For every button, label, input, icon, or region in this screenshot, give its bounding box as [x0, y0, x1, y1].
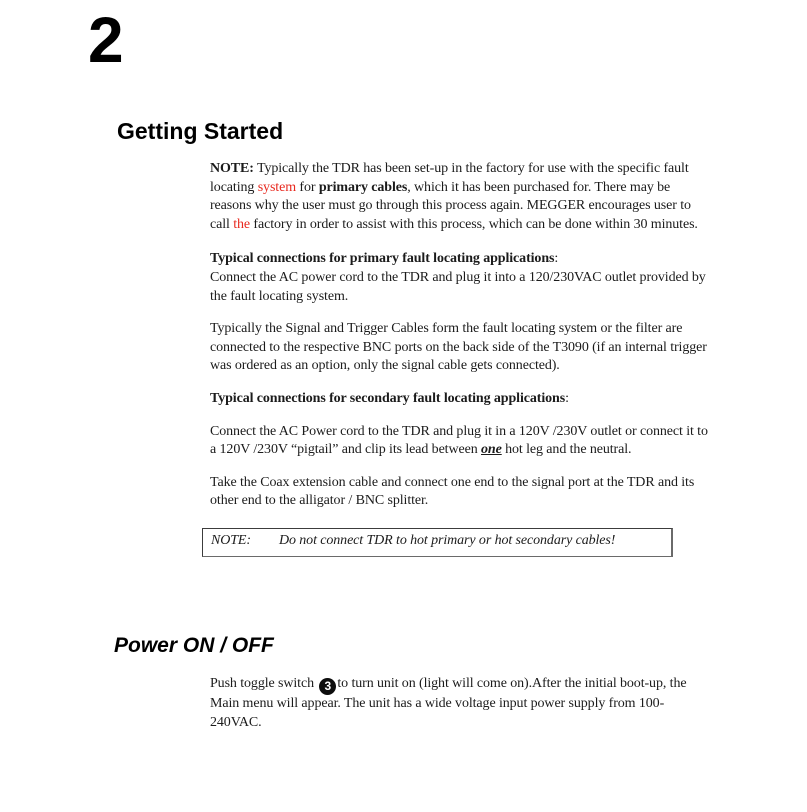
secondary-connections-heading	[210, 390, 712, 409]
secondary-paragraph-1	[210, 423, 712, 460]
note-box-text: Do not connect TDR to hot primary or hot secondary cables!	[278, 532, 616, 548]
heading-colon: :	[554, 251, 559, 267]
section-title: Getting Started	[117, 118, 284, 144]
power-paragraph	[210, 675, 712, 732]
bold-phrase-primary-cables: primary cables	[318, 179, 408, 195]
text-segment: to turn unit on (light will come on).After the initial boot-up, the Main menu will appear. The unit has a wide voltage input power supply from 100-240VAC.	[210, 676, 687, 730]
step-3-badge-icon: 3	[319, 678, 336, 695]
text-segment: hot leg and the neutral.	[501, 442, 632, 458]
primary-paragraph-2: Typically the Signal and Trigger Cables form the fault locating system or the filter are connected to the respective BNC ports on the back side of the T3090 (if an internal trigger was ordered as an option, only the signal cable gets connected).	[210, 321, 707, 374]
emphasized-word-one: one	[481, 442, 502, 458]
text-segment: Connect the AC Power cord to the TDR and plug it in a 120V /230V outlet or connect it to a 120V /230V “pigtail” and clip its lead between	[210, 423, 708, 458]
text-segment: , which it has been purchased for. There may be reasons why the user must go through this process again. MEGGER encourages user to call	[210, 179, 691, 232]
primary-connections-heading	[210, 250, 712, 269]
highlight-word-the: the	[233, 216, 251, 232]
note-label: NOTE:	[210, 161, 254, 176]
text-segment: Push toggle switch	[210, 676, 318, 691]
heading-text: Typical connections for secondary fault locating applications	[210, 390, 566, 406]
note-paragraph	[210, 160, 712, 234]
text-segment: Typically the TDR has been set-up in the factory for use with the specific fault locating	[210, 161, 689, 195]
warning-note-box	[202, 528, 673, 557]
heading-colon: :	[565, 390, 569, 406]
highlight-word-system: system	[257, 179, 296, 195]
primary-paragraph-1: Connect the AC power cord to the TDR and plug it into a 120/230VAC outlet provided by the fault locating system.	[210, 269, 706, 304]
text-segment: for	[296, 179, 319, 195]
body-column	[210, 160, 712, 557]
text-segment: factory in order to assist with this process, which can be done within 30 minutes.	[250, 216, 698, 232]
subsection-title-power-on-off: Power ON / OFF	[114, 634, 274, 657]
chapter-number: 2	[88, 4, 124, 76]
secondary-paragraph-2: Take the Coax extension cable and connect one end to the signal port at the TDR and its other end to the alligator / BNC splitter.	[210, 474, 695, 509]
heading-text: Typical connections for primary fault locating applications	[210, 251, 555, 267]
note-box-label: NOTE:	[211, 532, 251, 548]
